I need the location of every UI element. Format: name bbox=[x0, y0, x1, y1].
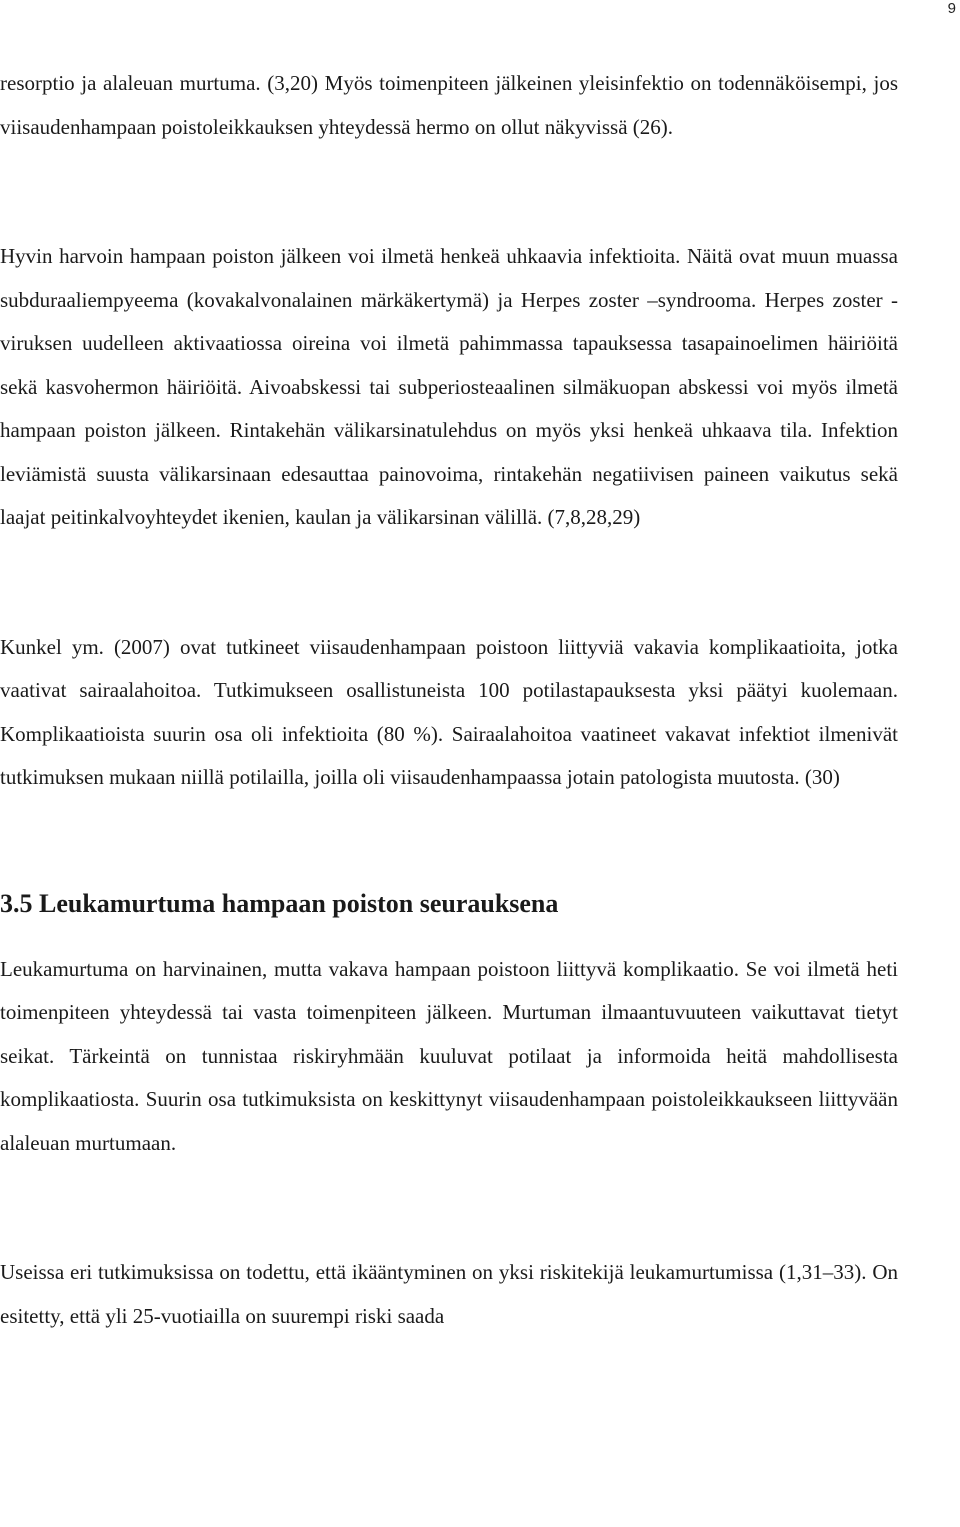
paragraph-age-risk: Useissa eri tutkimuksissa on todettu, että ikääntyminen on yksi riskitekijä leukamurtumissa (1,31–33). On esitetty, että yli 25-vuotiailla on suurempi riski saada bbox=[0, 1260, 898, 1328]
paragraph-infection-risk: resorptio ja alaleuan murtuma. (3,20) Myös toimenpiteen jälkeinen yleisinfektio on todennäköisempi, jos viisaudenhampaan poistoleikkauksen yhteydessä hermo on ollut näkyvissä (26). bbox=[0, 71, 898, 139]
document-body bbox=[0, 62, 898, 1338]
page-number: 9 bbox=[947, 0, 956, 17]
paragraph-life-threatening-infections: Hyvin harvoin hampaan poiston jälkeen voi ilmetä henkeä uhkaavia infektioita. Näitä ovat muun muassa subduraaliempyeema (kovakalvonalainen märkäkertymä) ja Herpes zoster –syndrooma. Herpes zoster -viruksen uudelleen aktivaatiossa oireina voi ilmetä pahimmassa tapauksessa tasapainoelimen häiriöitä sekä kasvohermon häiriöitä. Aivoabskessi tai subperiosteaalinen silmäkuopan abskessi voi myös ilmetä hampaan poiston jälkeen. Rintakehän välikarsinatulehdus on myös yksi henkeä uhkaava tila. Infektion leviämistä suusta välikarsinaan edesauttaa painovoima, rintakehän negatiivisen paineen vaikutus sekä laajat peitinkalvoyhteydet ikenien, kaulan ja välikarsinan välillä. (7,8,28,29) bbox=[0, 244, 898, 529]
section-heading: 3.5 Leukamurtuma hampaan poiston seurauksena bbox=[0, 888, 559, 918]
paragraph-jaw-fracture: Leukamurtuma on harvinainen, mutta vakava hampaan poistoon liittyvä komplikaatio. Se voi ilmetä heti toimenpiteen yhteydessä tai vasta toimenpiteen jälkeen. Murtuman ilmaantuvuuteen vaikuttavat tietyt seikat. Tärkeintä on tunnistaa riskiryhmään kuuluvat potilaat ja informoida heitä mahdollisesta komplikaatiosta. Suurin osa tutkimuksista on keskittynyt viisaudenhampaan poistoleikkaukseen liittyvään alaleuan murtumaan. bbox=[0, 956, 898, 1155]
paragraph-kunkel-study: Kunkel ym. (2007) ovat tutkineet viisaudenhampaan poistoon liittyviä vakavia komplikaatioita, jotka vaativat sairaalahoitoa. Tutkimukseen osallistuneista 100 potilastapauksesta yksi päätyi kuolemaan. Komplikaatioista suurin osa oli infektioita (80 %). Sairaalahoitoa vaatineet vakavat infektiot ilmenivät tutkimuksen mukaan niillä potilailla, joilla oli viisaudenhampaassa jotain patologista muutosta. (30) bbox=[0, 634, 898, 789]
